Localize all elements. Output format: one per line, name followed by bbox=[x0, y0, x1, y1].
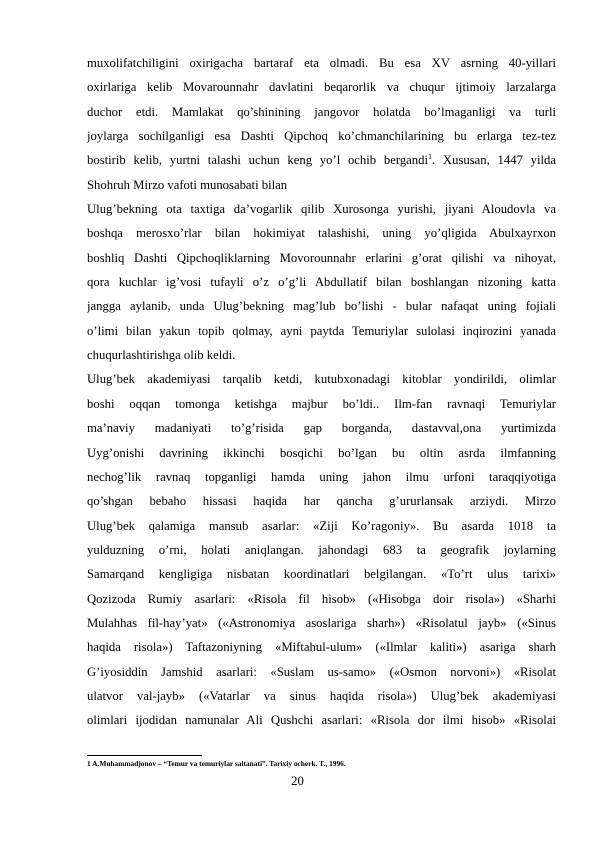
text-line: Uyg’onishi davrining ikkinchi bosqichi bo’lgan bu oltin asrda ilmfanning bbox=[87, 445, 556, 460]
text-line: Qozizoda Rumiy asarlari: «Risola fil hisob» («Hisobga doir risola») «Sharhi bbox=[87, 591, 556, 606]
text-segment: . Xususan, 1447 yilda bbox=[432, 153, 556, 168]
text-line: ulatvor val-jayb» («Vatarlar va sinus haqida risola») Ulug’bek akademiyasi bbox=[87, 688, 556, 703]
text-line: nechog’lik ravnaq topganligi hamda uning jahon ilmu urfoni taraqqiyotiga bbox=[87, 469, 556, 484]
text-line: jangga aylanib, unda Ulug’bekning mag’lub bo’lishi - bular nafaqat uning fojiali bbox=[87, 299, 556, 314]
footnote-separator bbox=[87, 755, 202, 756]
text-line: muxolifatchiligini oxirigacha bartaraf eta olmadi. Bu esa XV asrning 40-yillari bbox=[87, 56, 556, 70]
footnote bbox=[87, 758, 346, 770]
text-line: duchor etdi. Mamlakat qo’shinining jangovor holatda bo’lmaganligi va turli bbox=[87, 104, 556, 119]
text-line: Samarqand kengligiga nisbatan koordinatlari belgilangan. «To’rt ulus tarixi» bbox=[87, 567, 556, 582]
text-line: joylarga sochilganligi esa Dashti Qipchoq ko’chmanchilarining bu erlarga tez-tez bbox=[87, 129, 556, 144]
text-line: Mulahhas fil-hay’yat» («Astronomiya asoslariga sharh») «Risolatul jayb» («Sinus bbox=[87, 615, 556, 630]
text-line: qo’shgan bebaho hissasi haqida har qancha g’ururlansak arziydi. Mirzo bbox=[87, 494, 556, 509]
footnote-text: A.Muhammadjonov – “Temur va temuriylar saltanati”. Tarixiy ocherk. T., 1996. bbox=[92, 759, 346, 768]
text-line-with-footnote bbox=[87, 148, 556, 172]
footnote-reference[interactable]: 1 bbox=[428, 152, 433, 162]
footnote-marker: 1 bbox=[87, 759, 91, 768]
text-line: G’iyosiddin Jamshid asarlari: «Suslam us-samo» («Osmon norvoni») «Risolat bbox=[87, 664, 556, 679]
text-segment: bostirib kelib, yurtni talashi uchun keng yo’l ochib bergandi bbox=[87, 153, 429, 168]
text-line: olimlari ijodidan namunalar Ali Qushchi asarlari: «Risola dor ilmi hisob» «Risolai bbox=[87, 713, 556, 728]
body-text bbox=[87, 51, 556, 733]
page-number: 20 bbox=[291, 774, 304, 788]
text-line: oxirlariga kelib Movarounnahr davlatini beqarorlik va chuqur ijtimoiy larzalarga bbox=[87, 80, 556, 95]
text-line: Ulug’bek qalamiga mansub asarlar: «Ziji Ko’ragoniy». Bu asarda 1018 ta bbox=[87, 518, 556, 533]
text-line: ma’naviy madaniyati to’g’risida gap borganda, dastavval,ona yurtimizda bbox=[87, 421, 556, 436]
text-line: boshqa merosxo’rlar bilan hokimiyat talashishi, uning yo’qligida Abulxayrxon bbox=[87, 226, 556, 241]
text-line: haqida risola») Taftazoniyning «Miftahul-ulum» («Ilmlar kaliti») asariga sharh bbox=[87, 640, 556, 655]
text-line: chuqurlashtirishga olib keldi. bbox=[87, 348, 236, 363]
text-line: boshliq Dashti Qipchoqliklarning Movorounnahr erlarini g’orat qilishi va nihoyat, bbox=[87, 250, 556, 265]
text-line: Ulug’bek akademiyasi tarqalib ketdi, kutubxonadagi kitoblar yondirildi, olimlar bbox=[87, 372, 556, 387]
text-line: yulduzning o’rni, holati aniqlangan. jahondagi 683 ta geografik joylarning bbox=[87, 542, 556, 557]
text-line: Shohruh Mirzo vafoti munosabati bilan bbox=[87, 177, 288, 192]
text-line: o’limi bilan yakun topib qolmay, ayni paytda Temuriylar sulolasi inqirozini yanada bbox=[87, 323, 556, 338]
text-line: qora kuchlar ig’vosi tufayli o’z o’g’li Abdullatif bilan boshlangan nizoning katta bbox=[87, 275, 556, 290]
text-line: boshi oqqan tomonga ketishga majbur bo’ldi.. Ilm-fan ravnaqi Temuriylar bbox=[87, 396, 556, 411]
text-line: Ulug’bekning ota taxtiga da’vogarlik qilib Xurosonga yurishi, jiyani Aloudovla va bbox=[87, 202, 556, 217]
